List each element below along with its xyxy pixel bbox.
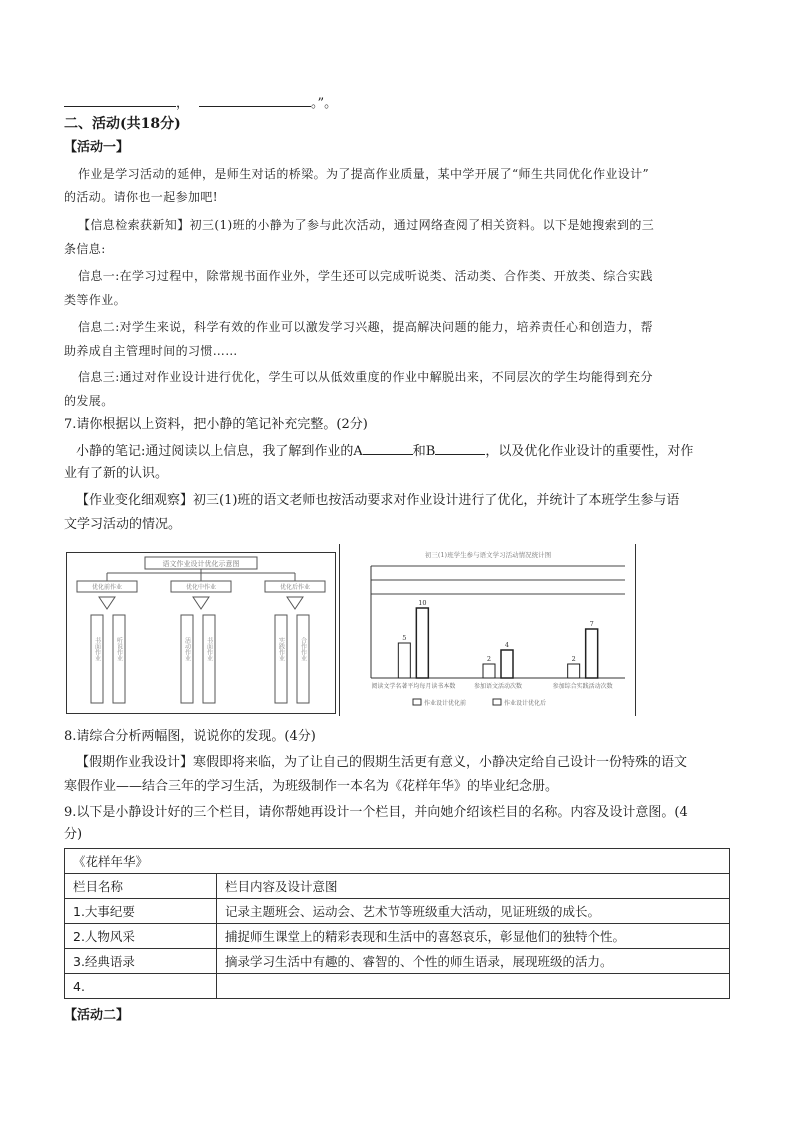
diagram-col-label-6: 合作作业 (299, 637, 307, 661)
category-label: 阅读文学名著平均每月读书本数 (371, 683, 456, 690)
table-title: 《花样年华》 (65, 849, 730, 874)
blank-b[interactable] (435, 441, 485, 455)
info2-line-2: 助养成自主管理时间的习惯…… (64, 344, 238, 358)
header-content: 栏目内容及设计意图 (217, 874, 730, 899)
diagram-group-1 (77, 573, 137, 703)
table-header-row (65, 874, 730, 899)
row-name: 4. (65, 974, 217, 999)
row-content: 捕捉师生课堂上的精彩表现和生活中的喜怒哀乐，彰显他们的独特个性。 (217, 924, 730, 949)
row-content: 摘录学习生活中有趣的、睿智的、个性的师生语录，展现班级的活力。 (217, 949, 730, 974)
row-name: 3.经典语录 (65, 949, 217, 974)
table-row (65, 974, 730, 999)
blank-a[interactable] (363, 441, 413, 455)
info1-line-2: 类等作业。 (64, 293, 127, 307)
holiday-line-1: 【假期作业我设计】寒假即将来临，为了让自己的假期生活更有意义，小静决定给自己设计一份特殊的语文 (76, 755, 688, 770)
row-name: 2.人物风采 (65, 924, 217, 949)
bar-chart-svg (343, 544, 633, 716)
info1-line-1: 信息一:在学习过程中，除常规书面作业外，学生还可以完成听说类、活动类、合作类、开放类、综合实践 (78, 269, 653, 283)
info3-line-1: 信息三:通过对作业设计进行优化，学生可以从低效重度的作业中解脱出来，不同层次的学生均能得到充分 (78, 370, 653, 384)
diagram-arrow-3 (287, 597, 303, 609)
table-row (65, 924, 730, 949)
bar-value-label: 5 (402, 634, 407, 642)
observe-line-2: 文学习活动的情况。 (64, 517, 182, 532)
observe-line-1: 【作业变化细观察】初三(1)班的语文老师也按活动要求对作业设计进行了优化，并统计了本班学生参与语 (76, 493, 680, 508)
intro-line-1: 作业是学习活动的延伸，是师生对话的桥梁。为了提高作业质量，某中学开展了“师生共同优化作业设计” (78, 167, 650, 181)
diagram-arrow-2 (193, 597, 209, 609)
chart-bar (568, 664, 580, 678)
diagram-box-2-label: 优化中作业 (185, 584, 217, 591)
chart-bar (501, 650, 513, 678)
chart-gridlines (371, 566, 625, 594)
activity1-title: 【活动一】 (64, 140, 130, 155)
category-label: 参加综合实践活动次数 (552, 683, 613, 690)
answer-blank-1[interactable] (64, 93, 176, 107)
legend-swatch (493, 699, 501, 705)
chart-legend (413, 699, 546, 707)
chart-bar (398, 643, 410, 678)
diagram-box-3-label: 优化后作业 (279, 584, 311, 591)
bar-value-label: 7 (589, 620, 594, 628)
diagram-col-label-5: 实践作业 (277, 637, 285, 661)
info2-line-1: 信息二:对学生来说，科学有效的作业可以激发学习兴趣，提高解决问题的能力，培养责任心和创造力，帮 (78, 320, 653, 334)
figure-divider-left (339, 544, 340, 716)
info3-line-2: 的发展。 (64, 394, 114, 408)
q8-stem: 8.请综合分析两幅图，说说你的发现。(4分) (64, 729, 316, 744)
diagram-col-label-2: 听说作业 (115, 637, 123, 661)
bar-value-label: 10 (418, 599, 427, 607)
category-label: 参加语文活动次数 (473, 683, 523, 690)
info-search-line-2: 条信息: (64, 242, 106, 256)
intro-line-2: 的活动。请你也一起参加吧! (64, 190, 219, 204)
section-title: 二、活动(共18分) (64, 116, 181, 132)
figure-divider-right (635, 544, 636, 716)
diagram-col-label-4: 书面作业 (205, 637, 213, 661)
bar-chart (343, 544, 633, 716)
diagram-svg (67, 553, 335, 713)
top-answer-blanks: ， 。”。 (64, 93, 734, 113)
row-content: 记录主题班会、运动会、艺术节等班级重大活动，见证班级的成长。 (217, 899, 730, 924)
legend-label: 作业设计优化前 (424, 700, 467, 707)
q9-line-2: 分) (64, 827, 83, 842)
chart-bar (586, 629, 598, 678)
row-name: 1.大事纪要 (65, 899, 217, 924)
header-name: 栏目名称 (65, 874, 217, 899)
diagram-arrow-1 (99, 597, 115, 609)
column-design-table (64, 848, 730, 999)
diagram-group-3 (265, 573, 325, 703)
chart-bar (416, 608, 428, 678)
q7-note-line-2: 业有了新的认识。 (64, 466, 169, 481)
holiday-line-2: 寒假作业——结合三年的学习生活，为班级制作一本名为《花样年华》的毕业纪念册。 (64, 779, 559, 794)
diagram-col-label-3: 活动作业 (183, 637, 191, 661)
bar-value-label: 2 (571, 655, 576, 663)
chart-bar (483, 664, 495, 678)
answer-blank-2[interactable] (199, 93, 311, 107)
legend-swatch (413, 699, 421, 705)
q7-note: 小静的笔记:通过阅读以上信息，我了解到作业的A 和B ，以及优化作业设计的重要性，对作 (64, 441, 734, 461)
q7-stem: 7.请你根据以上资料，把小静的笔记补充完整。(2分) (64, 417, 368, 432)
bar-value-label: 2 (486, 655, 492, 663)
table-row (65, 899, 730, 924)
q9-line-1: 9.以下是小静设计好的三个栏目，请你帮她再设计一个栏目，并向她介绍该栏目的名称。内容及设计意图。(4 (64, 805, 688, 820)
table-row (65, 949, 730, 974)
optimization-diagram (66, 552, 336, 714)
diagram-box-1-label: 优化前作业 (91, 584, 123, 591)
diagram-title: 语文作业设计优化示意图 (162, 560, 240, 568)
chart-title: 初三(1)班学生参与语文学习活动情况统计图 (424, 551, 552, 559)
table-title-row (65, 849, 730, 874)
info-search-line-1: 【信息检索获新知】初三(1)班的小静为了参与此次活动，通过网络查阅了相关资料。以下是她搜索到的三 (78, 218, 655, 232)
bar-value-label: 4 (504, 641, 510, 649)
diagram-group-2 (171, 573, 231, 703)
diagram-col-label-1: 书面作业 (93, 637, 101, 661)
activity2-title: 【活动二】 (64, 1008, 130, 1023)
legend-label: 作业设计优化后 (504, 700, 547, 707)
answer-cell[interactable] (217, 974, 730, 999)
